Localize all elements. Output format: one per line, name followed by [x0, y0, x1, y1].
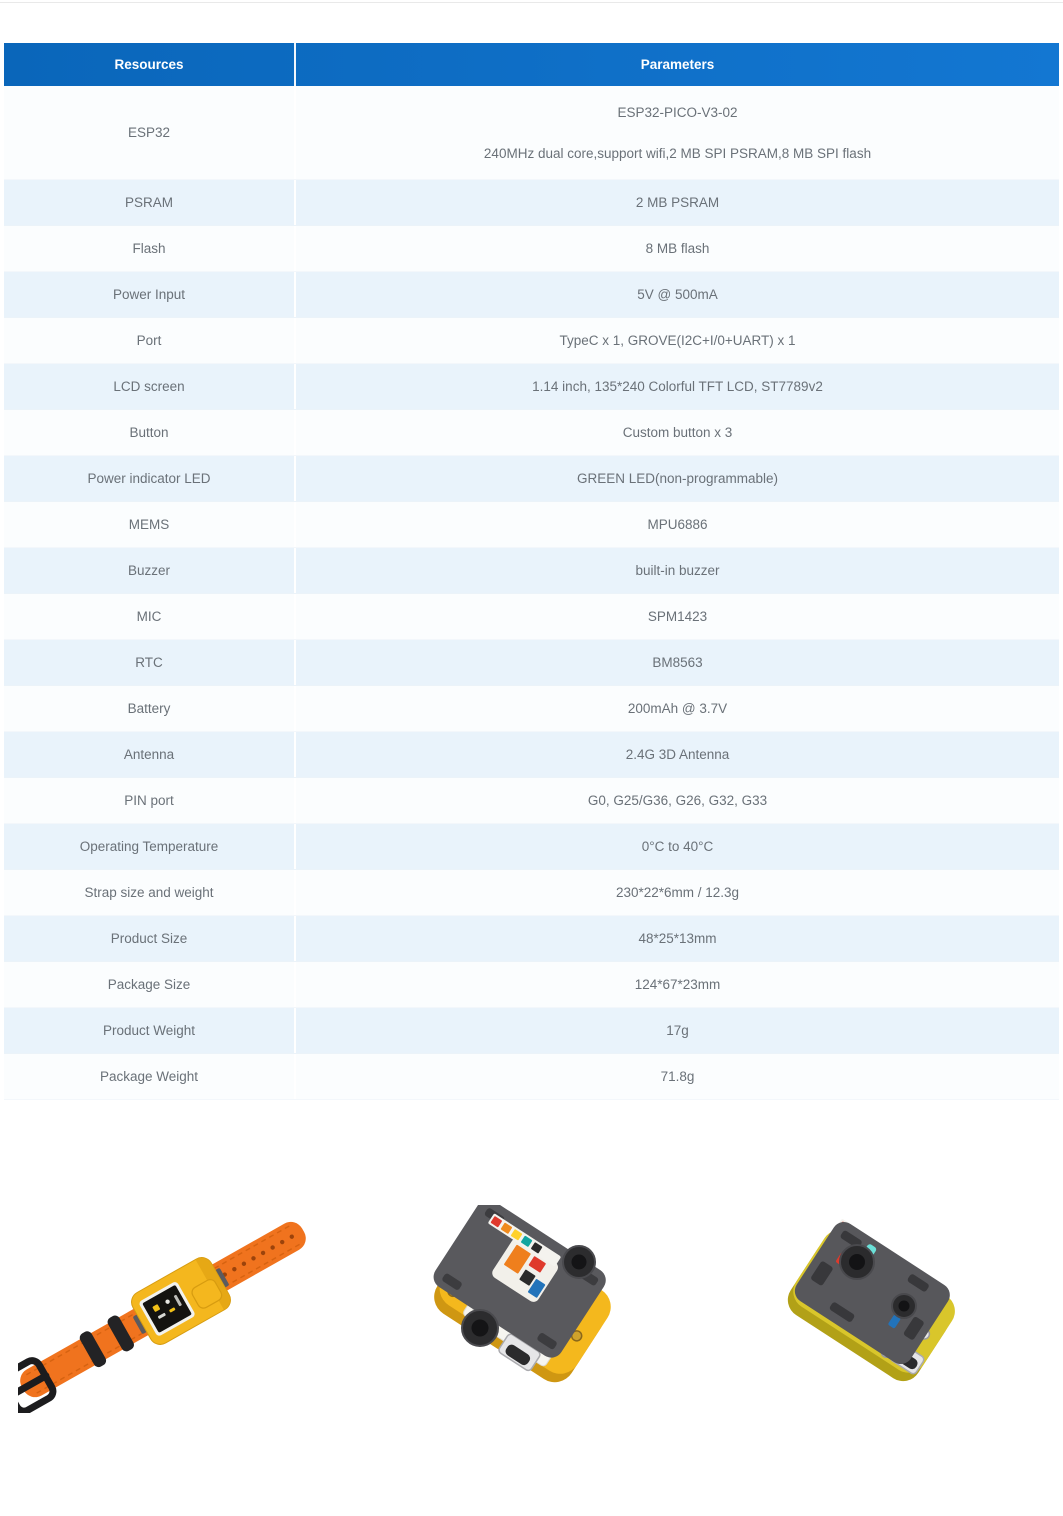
resource-cell: Flash — [4, 226, 296, 271]
parameter-line: G0, G25/G36, G26, G32, G33 — [587, 793, 768, 808]
parameter-cell — [296, 916, 1059, 961]
table-row — [4, 594, 1059, 640]
parameter-cell — [296, 318, 1059, 363]
table-row — [4, 1054, 1059, 1100]
parameter-line: built-in buzzer — [635, 563, 720, 578]
module-body-depth — [426, 1224, 611, 1390]
table-row — [4, 916, 1059, 962]
parameter-line: MPU6886 — [647, 517, 708, 532]
parameter-line: Custom button x 3 — [622, 425, 733, 440]
screw — [917, 1327, 931, 1341]
edge-sticker-strip — [488, 1213, 562, 1267]
parameter-cell — [296, 364, 1059, 409]
parameter-line: 48*25*13mm — [638, 931, 717, 946]
table-row — [4, 778, 1059, 824]
watch-screen — [138, 1281, 196, 1337]
module-body — [786, 1223, 961, 1380]
parameter-cell — [296, 410, 1059, 455]
parameter-cell — [296, 180, 1059, 225]
parameter-cell — [296, 1054, 1059, 1099]
parameter-line: 200mAh @ 3.7V — [627, 701, 728, 716]
resource-cell: Battery — [4, 686, 296, 731]
resource-cell: Product Size — [4, 916, 296, 961]
table-row — [4, 962, 1059, 1008]
parameter-cell — [296, 640, 1059, 685]
table-row — [4, 732, 1059, 778]
watch-buckle-icon — [18, 1356, 59, 1413]
resource-cell: Package Weight — [4, 1054, 296, 1099]
parameter-line: 0°C to 40°C — [641, 839, 714, 854]
parameter-line: ESP32-PICO-V3-02 — [617, 104, 738, 120]
table-row — [4, 686, 1059, 732]
parameter-line: SPM1423 — [647, 609, 708, 624]
module-front-sticker — [462, 1280, 566, 1367]
watch-illustration — [18, 1198, 358, 1413]
table-row — [4, 226, 1059, 272]
parameter-cell — [296, 824, 1059, 869]
parameter-cell — [296, 1008, 1059, 1053]
parameter-line: 2 MB PSRAM — [635, 195, 720, 210]
resource-cell: RTC — [4, 640, 296, 685]
table-row — [4, 86, 1059, 180]
spec-table-body — [4, 86, 1059, 1100]
parameter-line: 8 MB flash — [645, 241, 710, 256]
resource-cell: PSRAM — [4, 180, 296, 225]
parameter-cell — [296, 502, 1059, 547]
parameter-line: 2.4G 3D Antenna — [625, 747, 730, 762]
resource-cell: PIN port — [4, 778, 296, 823]
parameter-cell — [296, 548, 1059, 593]
watch-body — [123, 1251, 239, 1351]
resource-cell: Power indicator LED — [4, 456, 296, 501]
resource-cell: ESP32 — [4, 86, 296, 179]
table-row — [4, 870, 1059, 916]
table-row — [4, 1008, 1059, 1054]
parameter-cell — [296, 594, 1059, 639]
parameter-line: 240MHz dual core,support wifi,2 MB SPI PSRAM,8 MB SPI flash — [483, 145, 872, 161]
parameter-cell — [296, 86, 1059, 179]
table-row — [4, 640, 1059, 686]
resource-cell: Power Input — [4, 272, 296, 317]
resource-cell: Buzzer — [4, 548, 296, 593]
parameter-cell — [296, 870, 1059, 915]
module-body — [432, 1214, 618, 1382]
table-row — [4, 410, 1059, 456]
table-row — [4, 364, 1059, 410]
usb-c-port — [498, 1333, 542, 1372]
parameter-line: 1.14 inch, 135*240 Colorful TFT LCD, ST7789v2 — [532, 379, 823, 394]
watch-strap — [18, 1212, 313, 1413]
edge-sticker-strip — [835, 1218, 907, 1271]
parameter-line: GREEN LED(non-programmable) — [576, 471, 779, 486]
resource-cell: Port — [4, 318, 296, 363]
column-header-resources: Resources — [4, 43, 296, 86]
product-photo-module-with-mount-plate — [423, 1205, 628, 1400]
table-row — [4, 318, 1059, 364]
product-photo-module-with-mount-bracket — [778, 1205, 973, 1395]
module-body-depth — [781, 1233, 955, 1388]
parameter-cell — [296, 456, 1059, 501]
lego-pin-boss — [840, 1245, 874, 1279]
spec-table — [4, 43, 1059, 1100]
lego-mount-bracket — [790, 1217, 954, 1368]
resource-cell: Package Size — [4, 962, 296, 1007]
plate-window-sticker — [490, 1236, 560, 1304]
table-row — [4, 456, 1059, 502]
screw — [879, 1345, 893, 1359]
parameter-cell — [296, 732, 1059, 777]
watch-button — [190, 1277, 224, 1310]
parameter-cell — [296, 962, 1059, 1007]
parameter-line: BM8563 — [652, 655, 703, 670]
parameter-line: 17g — [666, 1023, 689, 1038]
parameter-cell — [296, 686, 1059, 731]
resource-cell: Button — [4, 410, 296, 455]
lego-mount-plate — [429, 1205, 610, 1362]
resource-cell: Operating Temperature — [4, 824, 296, 869]
module-plate-illustration — [423, 1205, 628, 1400]
parameter-line: 5V @ 500mA — [637, 287, 718, 302]
parameter-line: 230*22*6mm / 12.3g — [615, 885, 740, 900]
table-row — [4, 502, 1059, 548]
table-header-row — [4, 43, 1059, 86]
lego-pin-boss — [563, 1246, 595, 1278]
resource-cell: Antenna — [4, 732, 296, 777]
table-row — [4, 180, 1059, 226]
lego-pin-boss — [892, 1294, 916, 1318]
screw — [446, 1284, 460, 1298]
lego-pin-boss — [462, 1310, 498, 1346]
column-header-parameters: Parameters — [640, 57, 715, 72]
resource-cell: Strap size and weight — [4, 870, 296, 915]
parameter-cell — [296, 272, 1059, 317]
table-row — [4, 548, 1059, 594]
screw — [570, 1329, 584, 1343]
strap-keeper — [106, 1314, 136, 1353]
strap-holes — [222, 1234, 295, 1278]
parameter-line: 124*67*23mm — [634, 977, 721, 992]
parameter-line: 71.8g — [660, 1069, 695, 1084]
table-row — [4, 272, 1059, 318]
product-photo-watch-with-orange-strap — [18, 1198, 358, 1413]
parameter-line: TypeC x 1, GROVE(I2C+I/0+UART) x 1 — [559, 333, 796, 348]
module-bracket-illustration — [778, 1205, 973, 1395]
top-divider — [0, 2, 1063, 3]
parameter-cell — [296, 778, 1059, 823]
parameter-cell — [296, 226, 1059, 271]
screw — [803, 1286, 817, 1300]
resource-cell: Product Weight — [4, 1008, 296, 1053]
usb-c-port — [889, 1342, 925, 1375]
resource-cell: LCD screen — [4, 364, 296, 409]
resource-cell: MIC — [4, 594, 296, 639]
table-row — [4, 824, 1059, 870]
resource-cell: MEMS — [4, 502, 296, 547]
strap-keeper — [78, 1329, 108, 1368]
